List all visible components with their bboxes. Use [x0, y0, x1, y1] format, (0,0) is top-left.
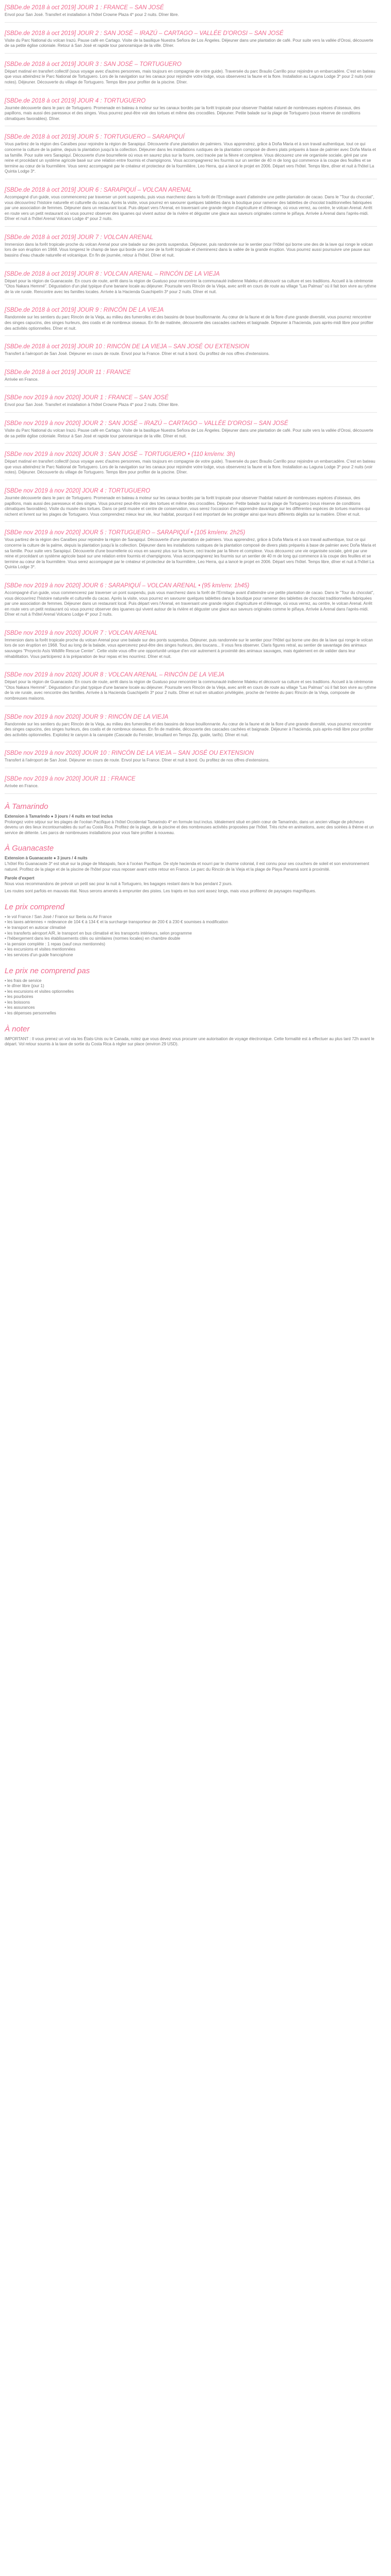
divider [5, 793, 377, 794]
note-title: À noter [5, 1024, 30, 1033]
day-title: [SBDe nov 2019 à nov 2020] JOUR 1 : FRANCE – SAN JOSÉ [5, 395, 169, 401]
day-description: Visite du Parc National du volcan Irazú. Pause café en Cartago. Visite de la basilique Nuestra Señora de Los Ángeles. Déjeuner dans une plantation de café. Pour suite vers la vallée d'Orosi, découverte de sa petite église coloniale. Retour à San José et rapide tour panoramique de la ville. Dîner. [5, 38, 373, 48]
includes-item: • les excursions et visites mentionnées [5, 947, 377, 953]
day-title: [SBDe nov 2019 à nov 2020] JOUR 8 : VOLCAN ARENAL – RINCÓN DE LA VIEJA [5, 672, 224, 679]
extension-title: À Guanacaste [5, 844, 54, 853]
day-title: [SBDe.de 2018 à oct 2019] JOUR 3 : SAN JOSÉ – TORTUGUERO [5, 61, 182, 67]
day-description: Journée découverte dans le parc de Tortuguero. Promenade en bateau à moteur sur les canaux bordés par la forêt tropicale pour observer l'habitat naturel de nombreuses espèces d'oiseaux, des papillons, mais aussi des paresseux et des singes. Vous pourrez peut-être voir des tortues et même des crocodiles. Déjeuner. Petite balade sur la plage de Tortuguero (sous réserve de conditions climatiques favorables). Visite du musée des tortues. Dans ce petit musée et centre de conservation, vous serez l'occasion d'en apprendre davantage sur les différentes espèces de tortues marines qui nichent et livrent sur les plages de Tortuguero. Vous comprendrez mieux leur vie, leur habitat, pourquoi il est important de les protéger ainsi que leurs différents dégâts sur la matière. Dîner et nuit. [5, 495, 370, 517]
day-title: [SBDe.de 2018 à oct 2019] JOUR 8 : VOLCAN ARENAL – RINCÓN DE LA VIEJA [5, 270, 220, 277]
divider [5, 574, 377, 575]
day-description: Départ matinal en transfert collectif (sous voyage avec d'autres personnes, mais toujours en compagnie de votre guide). Traversée du parc Braulio Carrillo pour rejoindre un embarcadère. C'est en bateau que vous atteindrez le Parc National de Tortuguero. Lors de la navigation sur les canaux pour rejoindre votre lodge, vous observerez la faune et la flore. Installation au Laguna Lodge 3* pour 2 nuits (voir notes). Déjeuner. Découverte du village de Tortuguero. Temps libre pour profiter de la piscine. Dîner. [5, 69, 376, 84]
divider [5, 335, 377, 336]
expert-advice: Les routes sont parfois en mauvais état. Nous serons amenés à emprunter des pistes. Les trajets en bus sont assez longs, mais vous profiterez de paysages magnifiques. [5, 889, 316, 894]
includes-list [5, 914, 377, 958]
day-description: Arrivée en France. [5, 784, 39, 788]
day-title: [SBDe.de 2018 à oct 2019] JOUR 10 : RINCÓN DE LA VIEJA – SAN JOSÉ OU EXTENSION [5, 344, 250, 350]
excludes-item: • les boissons [5, 1000, 377, 1006]
extension-subtitle: Extension à Guanacaste ● 3 jours / 4 nuits [5, 856, 88, 861]
extension-text: Prolongez votre séjour sur les plages de l'océan Pacifique à l'hôtel Occidental Tamarindo 4* en formule tout inclus. Idéalement situé en plein cœur de Tamarindo, dans un ancien village de pêcheurs devenu un des lieux incontournables du surf au Costa Rica. Profitez de la plage, de la piscine et des nombreuses activités proposées par l'hôtel. Très riche en animations, avec des soirées à thème et un service de détente. Les parcs de nombreuses installations pour vous faire profiter à nouveau. [5, 819, 374, 835]
divider [5, 412, 377, 413]
itinerary-page [0, 0, 382, 1060]
excludes-item: • les dépenses personnelles [5, 1011, 377, 1016]
day-title: [SBDe nov 2019 à nov 2020] JOUR 11 : FRANCE [5, 776, 136, 782]
day-title: [SBDe nov 2019 à nov 2020] JOUR 6 : SARAPIQUÍ – VOLCAN ARENAL • (95 km/env. 1h45) [5, 582, 250, 589]
day-description: Accompagné d'un guide, vous commencerez par traverser un pont suspendu, puis vous marcherez dans la forêt de l'Ermitage avant d'atteindre une petite plantation de cacao. Dans le "Tour du chocolat", vous découvrirez l'histoire naturelle et culturelle du cacao. Après la visite, vous pourrez en savourer quelques tablettes dans la boutique pour ramener des tablettes de chocolat traditionnelles fabriquées par une association de femmes. Déjeuner dans un restaurant local. Puis départ vers l'Arenal, en traversant une grande région d'agriculture et d'élevage, où vous verrez, au centre, le volcan Arenal. Arrêt en route vers un petit restaurant où vous pourrez observer des iguanes qui vivent autour de la rivière et déguster une glace aux saveurs originales comme le piñaya. Arrivée à Arenal dans l'après-midi. Dîner et nuit à l'hôtel Arenal Volcano Lodge 4* pour 2 nuits. [5, 194, 374, 222]
day-title: [SBDe nov 2019 à nov 2020] JOUR 5 : TORTUGUERO – SARAPIQUÍ • (105 km/env. 2h25) [5, 530, 246, 536]
day-description: Vous partirez de la région des Caraïbes pour rejoindre la région de Sarapiquí. Découverte d'une plantation de palmiers. Vous apprendrez, grâce à Doña Maria et à son travail authentique, tout ce qui concerne la culture de la palme, depuis la plantation jusqu'à la collection. Déjeuner dans les installations rustiques de la plantation composé de divers plats préparés à base de palmier avec Doña Maria et sa famille. Pour suite vers Sarapiquí. Découverte d'une bourrellerie où vous en saurez plus sur la fourre, ceci tracée par la fièvre et complexe. Vous découvrez une vie organisée sociale, géré par une reine et procédant un système agricole basé sur une relation entre fourmis et champignons. Vous accompagnerez les fourmis sur un sentier de 40 m de long qui commence à la coupe des feuilles et se termine au cœur de la fourmilière. Vous serez accompagné par le créateur et protecteur de la fourmilière, Leo Herra, qui a lancé le projet en 2006. Départ vers l'hôtel. Temps libre, dîner et nuit à l'hôtel La Quinta Lodge 3*. [5, 537, 376, 570]
day-description: Envol pour San José. Transfert et installation à l'hôtel Crowne Plaza 4* pour 2 nuits. Dîner libre. [5, 402, 179, 408]
excludes-item: • les frais de service [5, 978, 377, 984]
expert-title: Parole d'expert [5, 875, 35, 880]
includes-title: Le prix comprend [5, 902, 64, 911]
day-description: Immersion dans la forêt tropicale proche du volcan Arenal pour une balade sur des ponts suspendus. Déjeuner, puis randonnée sur le sentier pour l'Hôtel qui borne une des de la lave qui ronge le volcan lors de son éruption en 1968. Vous longerez le champ de lave qui borde une zone de la forêt tropicale et cheminerez dans la vallée de la grande éruption. Vous pourrez aussi poursuivre une pause aux bassins d'eau chaude naturelle et volcanique. En fin de journée, retour à l'hôtel. Dîner et nuit. [5, 242, 373, 258]
extension-title: À Tamarindo [5, 802, 48, 811]
day-description: Transfert à l'aéroport de San José. Déjeuner en cours de route. Envol pour la France. Dîner et nuit à bord. Ou profitez de nos offres d'extensions. [5, 758, 270, 763]
day-title: [SBDe.de 2018 à oct 2019] JOUR 9 : RINCÓN DE LA VIEJA [5, 307, 164, 314]
day-title: [SBDe.de 2018 à oct 2019] JOUR 4 : TORTUGUERO [5, 97, 146, 104]
day-description: Journée découverte dans le parc de Tortuguero. Promenade en bateau à moteur sur les canaux bordés par la forêt tropicale pour observer l'habitat naturel de nombreuses espèces d'oiseaux, des papillons, mais aussi des paresseux et des singes. Vous pourrez peut-être voir des tortues et même des crocodiles. Déjeuner. Petite balade sur la plage de Tortuguero (sous réserve de conditions climatiques favorables). Dîner. [5, 105, 361, 121]
includes-item: • le vol France / San José / France sur Iberia ou Air France [5, 914, 377, 920]
excludes-item: • les excursions et visites optionnelles [5, 989, 377, 995]
divider [5, 443, 377, 444]
includes-item: • les services d'un guide francophone [5, 953, 377, 958]
day-description: Départ pour la région de Guanacaste. En cours de route, arrêt dans la région de Guatuso pour rencontrer la communauté indienne Maleku et découvrir sa culture et ses traditions. Accueil à la cérémonie "Otos Nakara Hemmé". Dégustation d'un plat typique d'une banane locale au déjeuner. Poursuite vers Rincón de la Vieja, avec arrêt en cours de route au village "Las Palmas" où il fait bon vivre au rythme de la vie rurale, avec rencontre des familles. Arrivée à la Hacienda Guachipelín 3* pour 2 nuits. Dîner et nuit en situation privilégiée, proche de l'entrée du parc Rincón de la Vieja, composée de nombreuses maisons. [5, 680, 377, 701]
day-title: [SBDe.de 2018 à oct 2019] JOUR 5 : TORTUGUERO – SARAPIQUÍ [5, 134, 185, 141]
divider [5, 386, 377, 387]
expert-advice: Nous vous recommandons de prévoir un petit sac pour la nuit à Tortuguero, les bagages restant dans le bus pendant 2 jours. [5, 881, 233, 886]
note-text: IMPORTANT : Il vous prenez un vol via les États-Unis ou le Canada, notez que vous devez vous procurer une autorisation de voyage électronique. Cette formalité est à effectuer au plus tard 72h avant le départ. Vol retour soumis à la taxe de sortie du Costa Rica à régler sur place (environ 29 USD). [5, 1036, 374, 1047]
day-description: Envol pour San José. Transfert et installation à l'hôtel Crowne Plaza 4* pour 2 nuits. Dîner libre. [5, 12, 179, 17]
day-title: [SBDe nov 2019 à nov 2020] JOUR 10 : RINCÓN DE LA VIEJA – SAN JOSÉ OU EXTENSION [5, 750, 254, 757]
excludes-item: • le dîner libre (jour 1) [5, 984, 377, 989]
divider [5, 53, 377, 54]
day-title: [SBDe nov 2019 à nov 2020] JOUR 2 : SAN JOSÉ – IRAZÚ – CARTAGO – VALLÉE D'OROSI – SAN JOSÉ [5, 420, 288, 427]
day-title: [SBDe nov 2019 à nov 2020] JOUR 7 : VOLCAN ARENAL [5, 630, 158, 636]
excludes-item: • les pourboires [5, 994, 377, 1000]
includes-item: • l'hébergement dans les établissements cités ou similaires (normes locales) en chambre double [5, 936, 377, 942]
includes-item: • les taxes aériennes + redevance de 104 € à 134 € et la surcharge transporteur de 200 € à 230 € soumises à modification [5, 920, 377, 925]
day-title: [SBDe.de 2018 à oct 2019] JOUR 1 : FRANCE – SAN JOSÉ [5, 5, 164, 11]
day-description: Immersion dans la forêt tropicale proche du volcan Arenal pour une balade sur des ponts suspendus. Déjeuner, puis randonnée sur le sentier pour l'Hôtel qui borne une des de la lave qui ronge le volcan lors de son éruption en 1968. Tout au long de la balade, vous apercevrez peut-être des singes hurleurs, des toucans... Il vous fera observer. Claris figures retral, au sentier de savantage des animaux sauvages "Proyecto Asís Wildlife Rescue Center". Cette visite vous offre une opportunité unique d'en voir autrement à proximité des animaux sauvages, mais également en de valider dans leur réhabilitation. Vous participerez à la préparation de leur repas et les nourrirez. Dîner et nuit. [5, 637, 373, 659]
extension-text: L'hôtel Rio Guanacaste 3* est situé sur la plage de Matapalo, face à l'océan Pacifique. De style hacienda et nourri par le charme colonial, il est connu pour ses couchers de soleil et son environnement naturel. Profitez de la plage et de la piscine de l'hôtel pour vous reposer avant votre retour en France. Le parc du Rincón de la Vieja et la plage de Playa Panamá sont à proximité. [5, 861, 369, 872]
day-title: [SBDe.de 2018 à oct 2019] JOUR 11 : FRANCE [5, 369, 131, 376]
divider [5, 226, 377, 227]
day-description: Randonnée sur les sentiers du parc Rincón de la Vieja, au milieu des fumerolles et des bassins de boue bouillonnante. Au cœur de la faune et de la flore d'une grande diversité, vous pourrez rencontrer des singes capucins, des singes hurleurs, des coatis et de nombreux oiseaux. En fin de matinée, découverte des cascades cachées et baignade. Déjeuner à l'hacienda, puis après-midi libre pour profiter des activités optionnelles. Dîner et nuit. [5, 315, 373, 331]
day-title: [SBDe nov 2019 à nov 2020] JOUR 9 : RINCÓN DE LA VIEJA [5, 714, 169, 720]
includes-item: • la pension complète : 1 repas (sauf ceux mentionnés) [5, 942, 377, 947]
excludes-item: • les assurances [5, 1005, 377, 1011]
day-description: Départ matinal en transfert collectif (sous voyage avec d'autres personnes, mais toujours en compagnie de votre guide). Traversée du parc Braulio Carrillo pour rejoindre un embarcadère. C'est en bateau que vous atteindrez le Parc National de Tortuguero. Lors de la navigation sur les canaux pour rejoindre votre lodge, vous observerez la faune et la flore. Installation au Laguna Lodge 3* pour 2 nuits (voir notes). Déjeuner. Découverte du village de Tortuguero. Temps libre pour profiter de la piscine. Dîner. [5, 459, 376, 475]
day-description: Visite du Parc National du volcan Irazú. Pause café en Cartago. Visite de la basilique Nuestra Señora de Los Ángeles. Déjeuner dans une plantation de café. Pour suite vers la vallée d'Orosi, découverte de sa petite église coloniale. Retour à San José et rapide tour panoramique de la ville. Dîner et nuit. [5, 428, 373, 438]
excludes-list [5, 978, 377, 1016]
day-description: Vous partirez de la région des Caraïbes pour rejoindre la région de Sarapiquí. Découverte d'une plantation de palmiers. Vous apprendrez, grâce à Doña Maria et à son travail authentique, tout ce qui concerne la culture de la palme, depuis la plantation jusqu'à la collection. Déjeuner dans les installations rustiques de la plantation composé de divers plats préparés à base de palmier avec Doña Maria et sa famille. Pour suite vers Sarapiquí. Découverte d'une bourrellerie où vous en saurez plus sur la fourre, ceci tracée par la fièvre et complexe. Vous découvrez une vie organisée sociale, géré par une reine et procédant un système agricole basé sur une relation entre fourmis et champignons. Vous accompagnerez les fourmis sur un sentier de 40 m de long qui commence à la coupe des feuilles et se termine au cœur de la fourmilière. Vous serez accompagné par le créateur et protecteur de la fourmilière, Leo Herra, qui a lancé le projet en 2006. Départ vers l'hôtel. Temps libre, dîner et nuit à l'hôtel La Quinta Lodge 3*. [5, 142, 376, 174]
day-title: [SBDe.de 2018 à oct 2019] JOUR 6 : SARAPIQUÍ – VOLCAN ARENAL [5, 187, 192, 193]
day-title: [SBDe nov 2019 à nov 2020] JOUR 4 : TORTUGUERO [5, 487, 151, 494]
includes-item: • les transferts aéroport A/R, le transport en bus climatisé et les transports intérieurs, selon programme [5, 931, 377, 937]
day-description: Randonnée sur les sentiers du parc Rincón de la Vieja, au milieu des fumerolles et des bassins de boue bouillonnante. Au cœur de la faune et de la flore d'une grande diversité, vous pourrez rencontrer des singes capucins, des singes hurleurs, des coatis et de nombreux oiseaux. En fin de matinée, découverte des cascades cachées et baignade. Déjeuner à l'hacienda, puis après-midi libre pour profiter des activités optionnelles. Exploitez le canyon à la canopée (Cascade du Fenster, brouillard en Temps Zip, guide, tarifs). Dîner et nuit. [5, 721, 373, 737]
day-description: Départ pour la région de Guanacaste. En cours de route, arrêt dans la région de Guatuso pour rencontrer la communauté indienne Maleku et découvrir sa culture et ses traditions. Accueil à la cérémonie "Otos Nakara Hemmé". Dégustation d'un plat typique d'une banane locale au déjeuner. Poursuite vers Rincón de la Vieja, avec arrêt en cours de route au village "Las Palmas" où il fait bon vivre au rythme de la vie rurale. Rencontre avec les familles locales. Arrivée à la Hacienda Guachipelín 3* pour 2 nuits. Dîner et nuit. [5, 278, 377, 294]
divider [5, 521, 377, 522]
divider [5, 361, 377, 362]
divider [5, 22, 377, 23]
day-title: [SBDe.de 2018 à oct 2019] JOUR 2 : SAN JOSÉ – IRAZÚ – CARTAGO – VALLÉE D'OROSI – SAN JOSÉ [5, 30, 284, 37]
day-description: Transfert à l'aéroport de San José. Déjeuner en cours de route. Envol pour la France. Dîner et nuit à bord. Ou profitez de nos offres d'extensions. [5, 351, 270, 357]
excludes-title: Le prix ne comprend pas [5, 966, 90, 975]
day-title: [SBDe nov 2019 à nov 2020] JOUR 3 : SAN JOSÉ – TORTUGUERO • (110 km/env. 3h) [5, 451, 235, 458]
day-description: Accompagné d'un guide, vous commencerez par traverser un pont suspendu, puis vous marcherez dans la forêt de l'Ermitage avant d'atteindre une petite plantation de cacao. Dans le "Tour du chocolat", vous découvrirez l'histoire naturelle et culturelle du cacao. Après la visite, vous pourrez en savourer quelques tablettes dans la boutique pour ramener des tablettes de chocolat traditionnelles fabriquées par une association de femmes. Déjeuner dans un restaurant local. Puis départ vers l'Arenal, en traversant une grande région d'agriculture et d'élevage, où vous verrez, au centre, le volcan Arenal. Arrêt en route vers un petit restaurant où vous pourrez observer des iguanes qui vivent autour de la rivière et déguster une glace aux saveurs originales comme le piñaya. Arrivée à Arenal dans l'après-midi. Dîner et nuit à l'hôtel Arenal Volcano Lodge 4* pour 2 nuits. [5, 590, 374, 617]
day-title: [SBDe.de 2018 à oct 2019] JOUR 7 : VOLCAN ARENAL [5, 234, 153, 241]
day-description: Arrivée en France. [5, 377, 39, 382]
includes-item: • le transport en autocar climatisé [5, 925, 377, 931]
extension-subtitle: Extension à Tamarindo ● 3 jours / 4 nuits en tout inclus [5, 814, 113, 819]
